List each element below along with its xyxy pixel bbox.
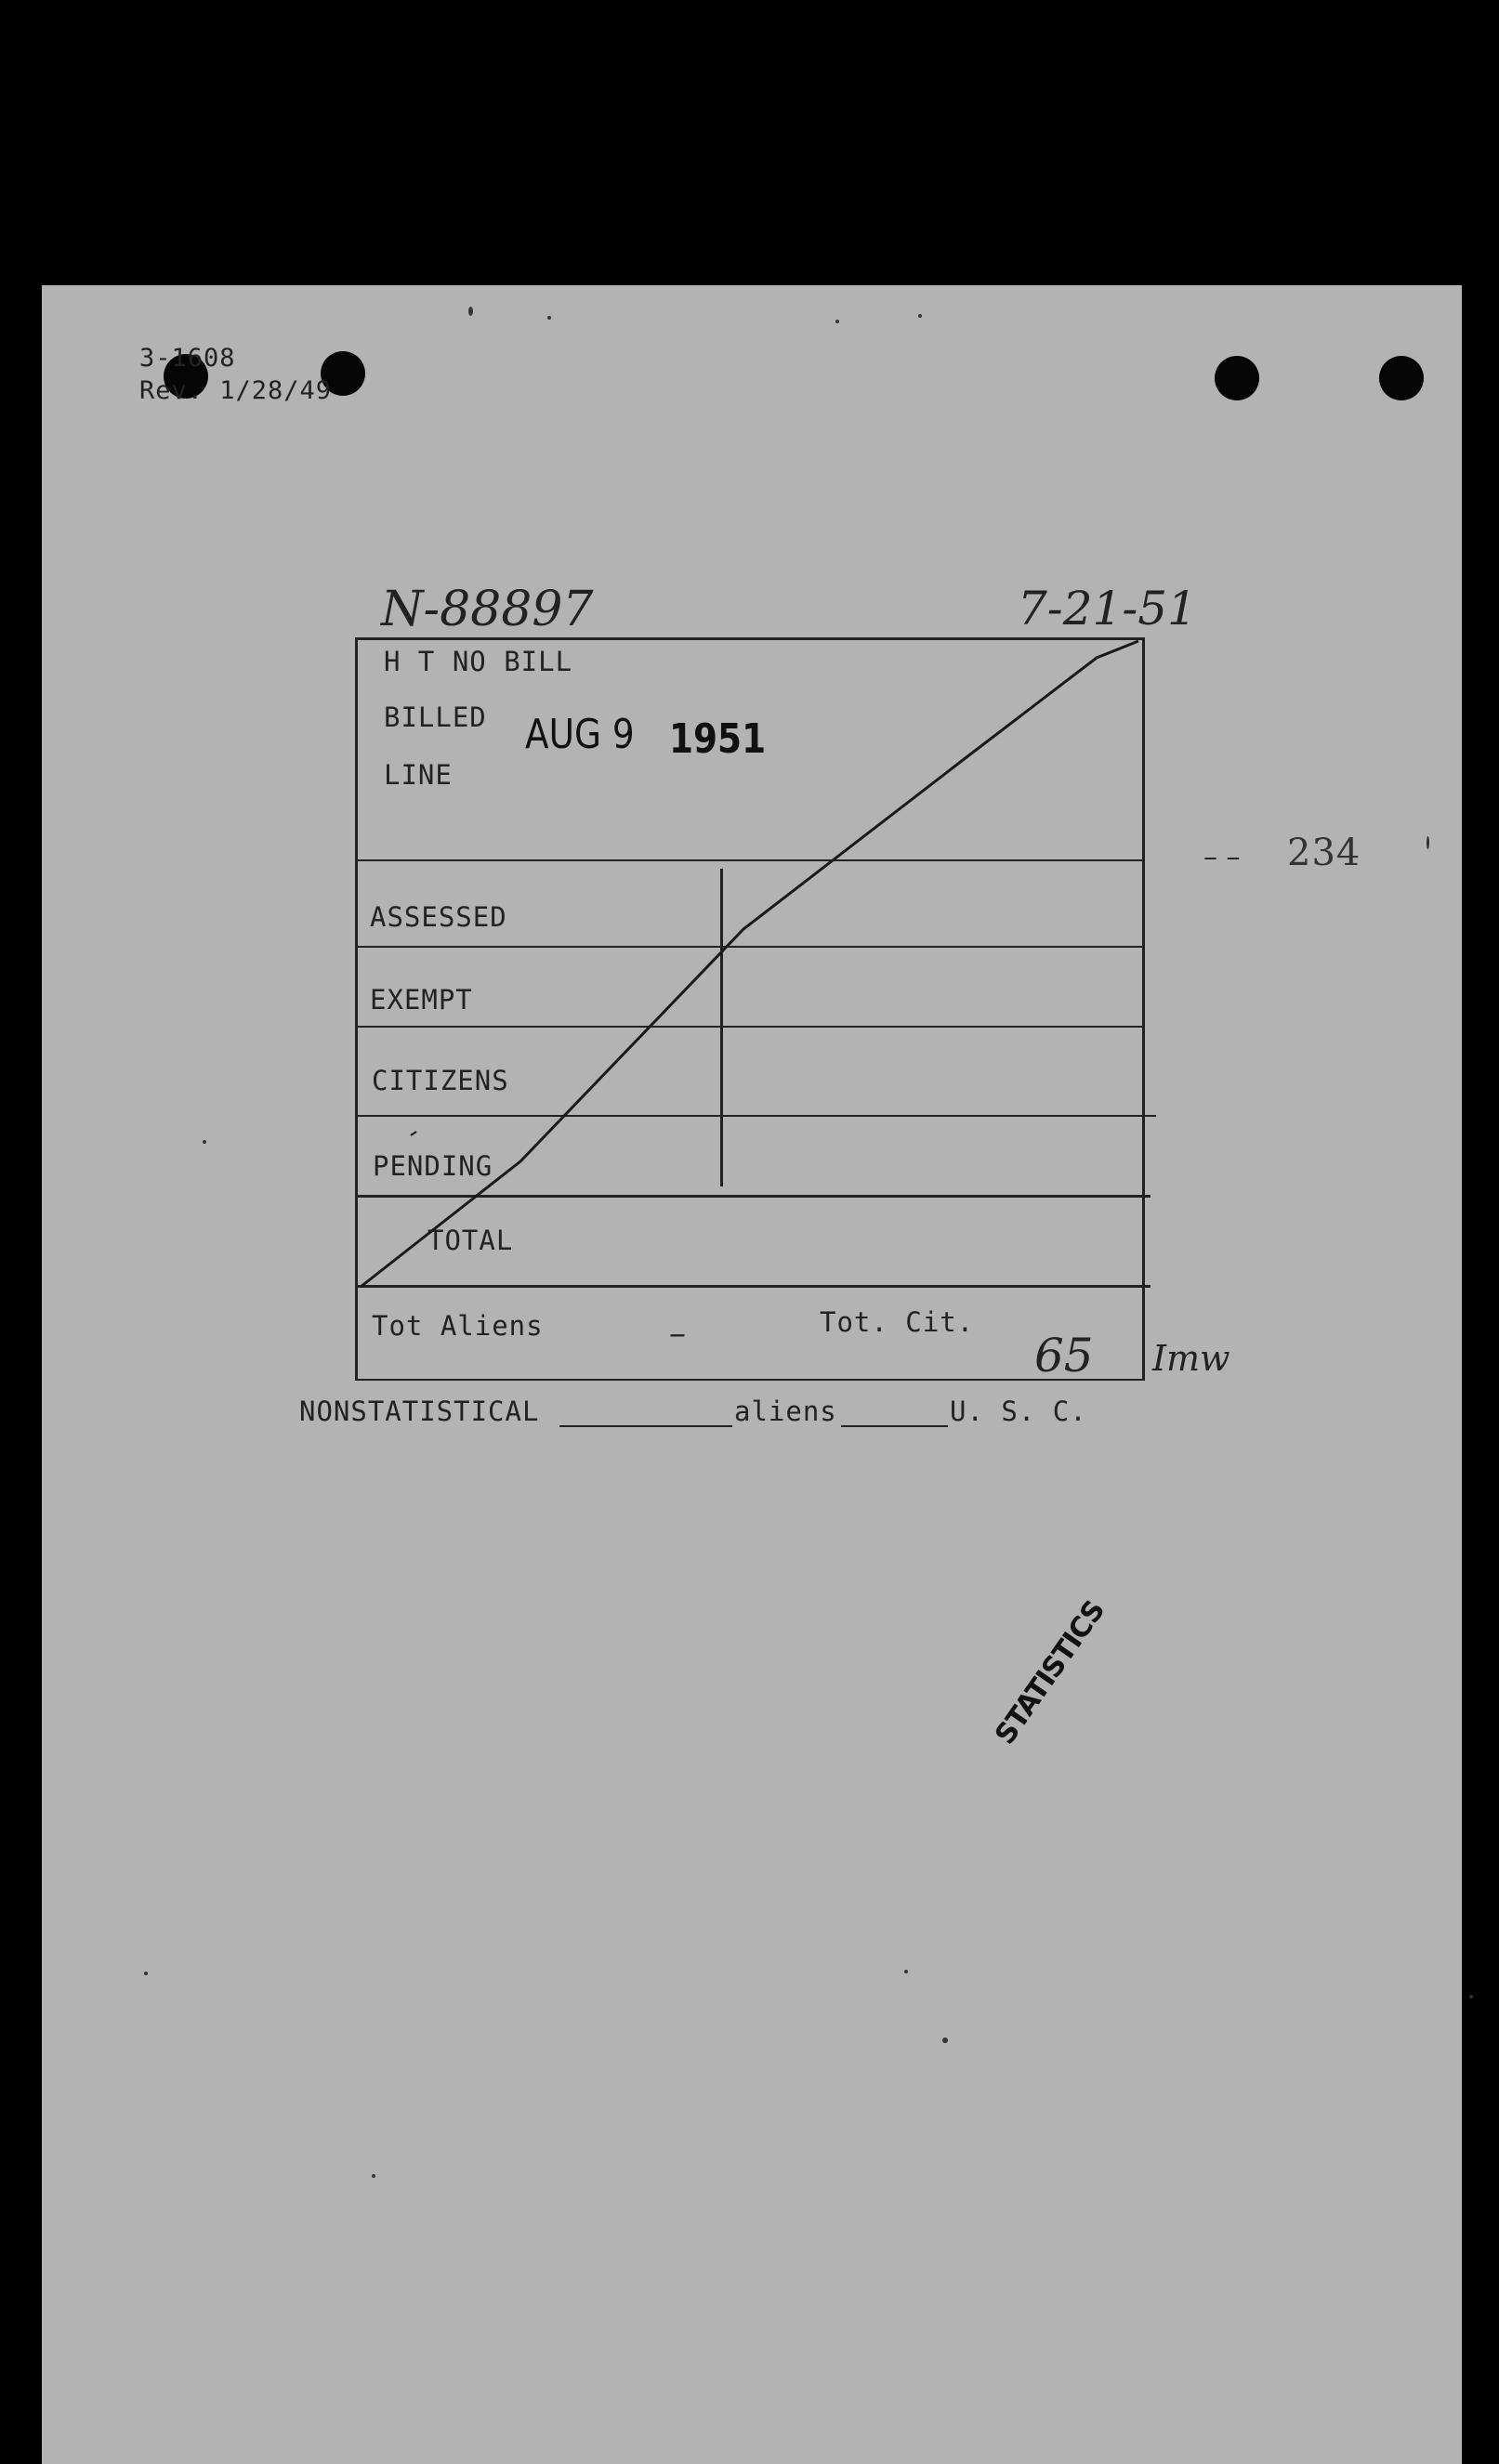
row-label-exempt: EXEMPT <box>370 984 473 1016</box>
nonstat-label: NONSTATISTICAL <box>299 1396 540 1427</box>
nonstat-usc-label: U. S. C. <box>950 1396 1087 1427</box>
side-number: 234 <box>1287 832 1361 874</box>
header-line1: H T NO BILL <box>384 646 573 677</box>
handwritten-count: 65 <box>1034 1329 1094 1383</box>
billed-label: BILLED <box>384 701 487 733</box>
side-dash: – – <box>1203 841 1241 873</box>
speck <box>1469 1995 1473 1999</box>
nonstat-aliens-label: aliens <box>734 1396 837 1427</box>
line-label: LINE <box>384 759 453 791</box>
row-label-citizens: CITIZENS <box>372 1065 509 1096</box>
form-number: 3-1608 <box>139 344 236 373</box>
total-label: TOTAL <box>427 1225 514 1256</box>
speck <box>1427 836 1429 849</box>
speck <box>942 2038 948 2043</box>
row-label-assessed: ASSESSED <box>370 901 507 933</box>
handwritten-file-number: N-88897 <box>381 582 594 637</box>
statistics-stamp: STATISTICS <box>989 1594 1111 1751</box>
tot-aliens-label: Tot Aliens <box>372 1310 544 1342</box>
form-revision: Rev. 1/28/49 <box>139 376 333 405</box>
speck <box>203 1140 206 1144</box>
speck <box>144 1972 148 1975</box>
tot-aliens-value: – <box>669 1315 686 1353</box>
speck <box>904 1970 908 1973</box>
handwritten-date: 7-21-51 <box>1018 582 1197 636</box>
billed-stamp-date: AUG 9 <box>525 711 635 758</box>
row-label-pending: PENDING <box>373 1150 493 1182</box>
tot-cit-label: Tot. Cit. <box>820 1306 975 1338</box>
speck <box>372 2174 375 2178</box>
billed-stamp-year: 1951 <box>669 715 767 763</box>
handwritten-initials: Imw <box>1152 1338 1230 1379</box>
